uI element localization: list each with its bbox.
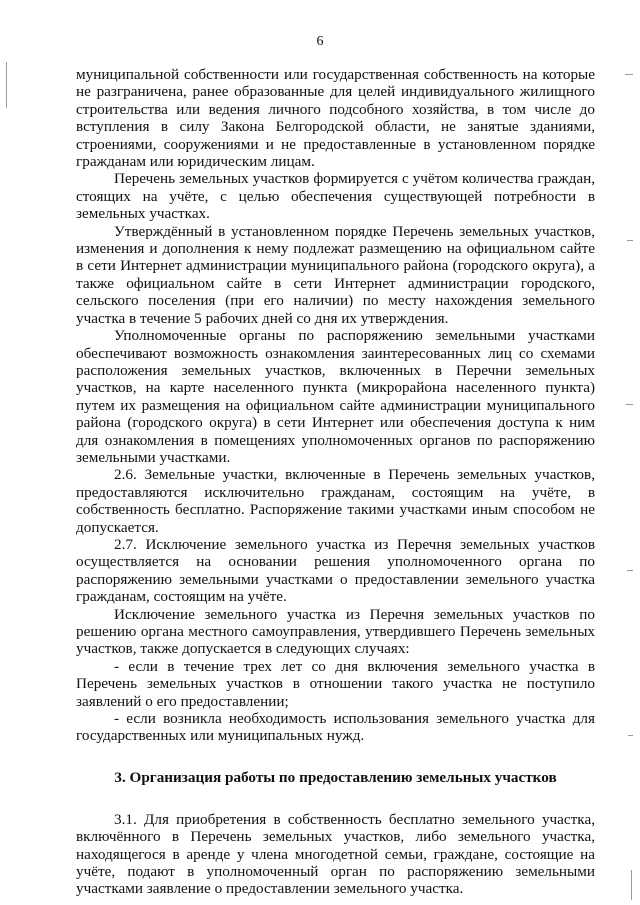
scan-edge-mark: [631, 870, 632, 900]
paragraph-continuation: муниципальной собственности или государственная собственность на которые не разграничена, ранее образованные для целей индивидуального жилищного строительства или ведения личного подсобного хозяйства, в том числе до вступления в силу Закона Белгородской области, не занятые зданиями, строениями, сооружениями и не предоставленные в установленном порядке гражданам или юридическим лицам.: [76, 66, 595, 171]
scan-edge-mark: [626, 404, 633, 405]
paragraph-2-6: 2.6. Земельные участки, включенные в Перечень земельных участков, предоставляются исключительно гражданам, состоящим на учёте, в собственность бесплатно. Распоряжение такими участками иным способом не допускается.: [76, 466, 595, 536]
paragraph-list-formation: Перечень земельных участков формируется с учётом количества граждан, стоящих на учёте, с целью обеспечения существующей потребности в земельных участках.: [76, 170, 595, 223]
scan-edge-mark: [625, 74, 633, 75]
section-heading: 3. Организация работы по предоставлению земельных участков: [114, 768, 557, 786]
document-body: [76, 66, 595, 898]
paragraph-3-1: 3.1. Для приобретения в собственность бесплатно земельного участка, включённого в Перечень земельных участков, либо земельного участка, находящегося в аренде у члена многодетной семьи, граждане, состоящие на учёте, подают в уполномоченный орган по распоряжению земельными участками заявление о предоставлении земельного участка.: [76, 810, 595, 898]
paragraph-familiarization: Уполномоченные органы по распоряжению земельными участками обеспечивают возможность ознакомления заинтересованных лиц со схемами расположения земельных участков, включенных в Перечни земельных участков, на карте населенного пункта (микрорайона населенного пункта) путем их размещения на официальном сайте администрации муниципального района (городского округа) в сети Интернет или обеспечения доступа к ним для ознакомления в помещениях уполномоченных органов по распоряжению земельными участками.: [76, 327, 595, 466]
scan-edge-mark: [627, 240, 633, 241]
paragraph-2-7: 2.7. Исключение земельного участка из Перечня земельных участков осуществляется на основании решения уполномоченного органа по распоряжению земельными участками о предоставлении земельного участка гражданам, состоящим на учёте.: [76, 535, 595, 606]
list-item-no-applications: - если в течение трех лет со дня включения земельного участка в Перечень земельных участков в отношении такого участка не поступило заявлений о его предоставлении;: [76, 657, 595, 710]
page-number: 6: [316, 34, 324, 49]
paragraph-list-publication: Утверждённый в установленном порядке Перечень земельных участков, изменения и дополнения к нему подлежат размещению на официальном сайте в сети Интернет администрации муниципального района (городского округа), а также официальном сайте в сети Интернет администрации городского, сельского поселения (при его наличии) по месту нахождения земельного участка в течение 5 рабочих дней со дня их утверждения.: [76, 222, 595, 327]
paragraph-exclusion-cases: Исключение земельного участка из Перечня земельных участков по решению органа местного самоуправления, утвердившего Перечень земельных участков, также допускается в следующих случаях:: [76, 605, 595, 658]
scan-edge-mark: [628, 735, 633, 736]
scan-edge-mark: [627, 570, 633, 571]
list-item-public-needs: - если возникла необходимость использования земельного участка для государственных или муниципальных нужд.: [76, 710, 595, 745]
scan-edge-mark: [6, 62, 7, 108]
